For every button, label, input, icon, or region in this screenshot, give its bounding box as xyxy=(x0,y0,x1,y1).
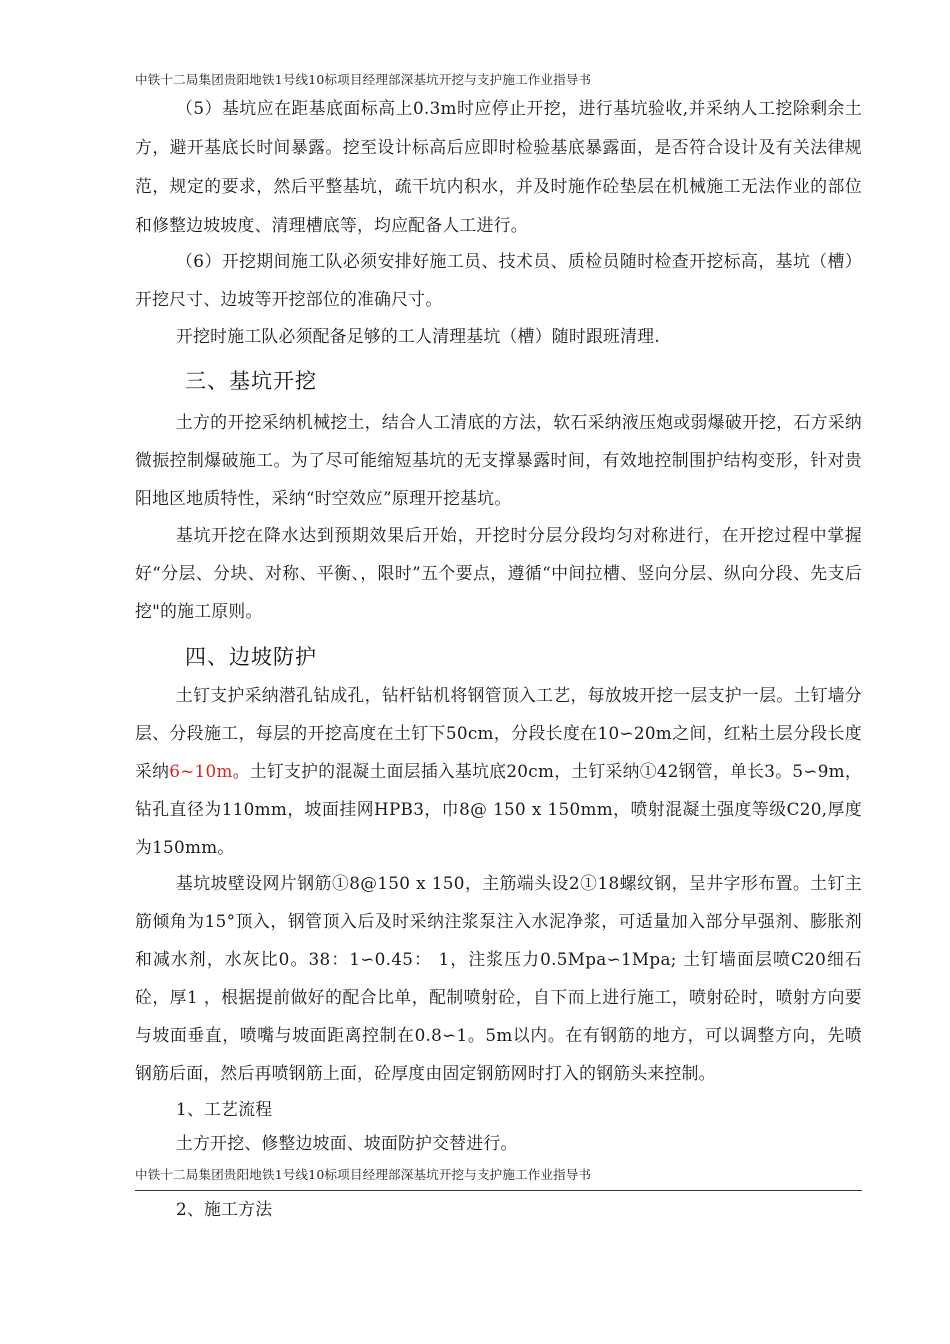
paragraph-process-flow: 土方开挖、修整边坡面、坡面防护交替进行。 xyxy=(176,1133,518,1153)
highlighted-length: 6~10m xyxy=(169,761,233,781)
section-heading-3: 三、基坑开挖 xyxy=(185,369,317,393)
paragraph-excavation-method: 土方的开挖采纳机械挖土，结合人工清底的方法，软石采纳液压炮或弱爆破开挖，石方采纳微振控制爆破施工。为了尽可能缩短基坑的无支撑暴露时间，有效地控制围护结构变形，针对贵阳地区地质特性，采纳“时空效应”原理开挖基坑。 xyxy=(135,412,862,508)
paragraph-soil-nail-support xyxy=(135,676,862,866)
subheading-process-flow: 1、工艺流程 xyxy=(176,1099,273,1119)
paragraph-item-6: （6）开挖期间施工队必须安排好施工员、技术员、质检员随时检查开挖标高，基坑（槽）开挖尺寸、边坡等开挖部位的准确尺寸。 xyxy=(135,251,862,309)
paragraph-mesh-and-shotcrete: 基坑坡壁设网片钢筋①8@150 x 150，主筋端头设2①18螺纹钢，呈井字形布置。土钉主筋倾角为15°顶入，钢管顶入后及时采纳注浆泵注入水泥净浆，可适量加入部分早强剂、膨胀剂和减水剂，水灰比0。38：1∽0.45： 1，注浆压力0.5Mpa∽1Mpa; 土钉墙面层喷C20细石砼，厚1 ，根据提前做好的配合比单，配制喷射砼，自下而上进行施工，喷射砼时，喷射方向要与坡面垂直，喷嘴与坡面距离控制在0.8∽1。5m以内。在有钢筋的地方，可以调整方向，先喷钢筋后面，然后再喷钢筋上面，砼厚度由固定钢筋网时打入的钢筋头来控制。 xyxy=(135,873,862,1083)
paragraph-item-5: （5）基坑应在距基底面标高上0.3m时应停止开挖，进行基坑验收,并采纳人工挖除剩余土方，避开基底长时间暴露。挖至设计标高后应即时检验基底暴露面，是否符合设计及有关法律规范，规定的要求，然后平整基坑，疏干坑内积水，并及时施作砼垫层在机械施工无法作业的部位和修整边坡坡度、清理槽底等，均应配备人工进行。 xyxy=(135,98,862,235)
section-heading-4: 四、边坡防护 xyxy=(185,645,317,669)
paragraph-staffing: 开挖时施工队必须配备足够的工人清理基坑（槽）随时跟班清理. xyxy=(176,326,660,346)
soil-nail-text-a: 土钉支护采纳潜孔钻成孔，钻杆钻机将钢管顶入工艺，每放坡开挖一层支护一层。土钉墙分层、分段施工，每层的开挖高度在土钉下50cm，分段长度在10∽20m之间，红粘土层分段长度采纳 xyxy=(135,685,862,781)
running-header-bottom: 中铁十二局集团贵阳地铁1号线10标项目经理部深基坑开挖与支护施工作业指导书 xyxy=(135,1167,592,1182)
running-header-top: 中铁十二局集团贵阳地铁1号线10标项目经理部深基坑开挖与支护施工作业指导书 xyxy=(135,72,592,87)
header-rule xyxy=(135,1190,862,1191)
subheading-construction-method: 2、施工方法 xyxy=(176,1199,273,1219)
soil-nail-text-b: 。土钉支护的混凝土面层插入基坑底20cm，土钉采纳①42钢管，单长3。5∽9m，钻孔直径为110mm，坡面挂网HPB3，巾8@ 150 x 150mm，喷射混凝土强度等级C20,厚度为150mm。 xyxy=(135,761,862,857)
paragraph-excavation-principles: 基坑开挖在降水达到预期效果后开始，开挖时分层分段均匀对称进行，在开挖过程中掌握好“分层、分块、对称、平衡、，限时”五个要点，遵循“中间拉槽、竖向分层、纵向分段、先支后挖"的施工原则。 xyxy=(135,525,862,621)
